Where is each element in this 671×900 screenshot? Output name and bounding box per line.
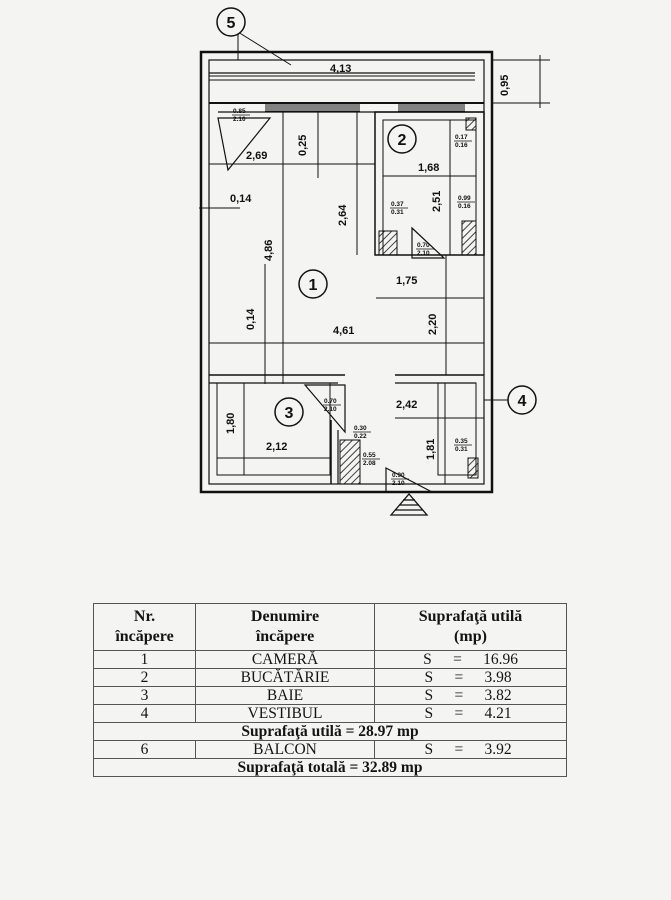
svg-text:4: 4 — [517, 393, 527, 410]
svg-text:0.70: 0.70 — [324, 398, 337, 405]
table-row — [94, 687, 567, 705]
room-area-table — [93, 603, 567, 777]
dim-room1-depth-264: 2,64 — [337, 204, 349, 226]
dim-hall-width: 2,42 — [396, 399, 418, 411]
dim-hall-depth: 1,81 — [425, 438, 437, 460]
dim-room1-top-width: 2,69 — [246, 150, 268, 162]
dim-kitchen-width: 1,68 — [418, 162, 440, 174]
table-header-row — [94, 604, 567, 651]
marker-4 — [508, 386, 536, 414]
svg-text:1: 1 — [308, 277, 318, 294]
dim-room1-depth-220: 2,20 — [427, 313, 439, 335]
header-room-name: Denumire încăpere — [196, 604, 375, 651]
header-useful-area: Suprafaţă utilă (mp) — [375, 604, 567, 651]
room-number: 2 — [94, 669, 196, 687]
marker-3 — [275, 398, 303, 426]
table-row — [94, 741, 567, 759]
svg-text:0.37: 0.37 — [391, 201, 404, 208]
room-number: 1 — [94, 651, 196, 669]
grand-total-row — [94, 759, 567, 777]
useful-total: Suprafaţă utilă = 28.97 mp — [94, 723, 567, 741]
dim-wall-014-top: 0,14 — [230, 193, 252, 205]
svg-text:0.70: 0.70 — [417, 242, 430, 249]
svg-text:2.10: 2.10 — [417, 250, 430, 257]
room-number: 4 — [94, 705, 196, 723]
dim-kitchen-depth: 2,51 — [431, 190, 443, 212]
marker-1 — [299, 270, 327, 298]
dim-bath-width: 2,12 — [266, 441, 288, 453]
dimension-lines — [199, 30, 550, 484]
dim-room1-width: 4,61 — [333, 325, 355, 337]
opening-label — [454, 134, 472, 149]
table-row — [94, 651, 567, 669]
svg-text:0.85: 0.85 — [233, 108, 246, 115]
svg-text:0.16: 0.16 — [455, 142, 468, 149]
svg-text:2.10: 2.10 — [233, 116, 246, 123]
useful-total-row — [94, 723, 567, 741]
marker-2 — [388, 125, 416, 153]
room-name: CAMERĂ — [196, 651, 375, 669]
room-name: VESTIBUL — [196, 705, 375, 723]
svg-text:0.31: 0.31 — [455, 446, 468, 453]
inner-wall-outline — [209, 60, 484, 484]
svg-text:0.31: 0.31 — [391, 209, 404, 216]
stair-icon — [391, 494, 427, 515]
room-area: S = 3.92 — [375, 741, 567, 759]
svg-text:0.90: 0.90 — [392, 472, 405, 479]
svg-text:5: 5 — [226, 15, 236, 32]
windows — [265, 103, 465, 111]
opening-label — [323, 398, 341, 413]
dim-wall-025: 0,25 — [297, 134, 309, 156]
opening-label — [457, 195, 475, 210]
svg-text:0.55: 0.55 — [363, 452, 376, 459]
room-number: 3 — [94, 687, 196, 705]
svg-text:0.17: 0.17 — [455, 134, 468, 141]
dim-room1-height: 4,86 — [263, 239, 275, 261]
table-row — [94, 669, 567, 687]
svg-text:2.08: 2.08 — [363, 460, 376, 467]
room-area: S = 3.82 — [375, 687, 567, 705]
opening-label — [353, 425, 371, 440]
dim-bath-height: 1,80 — [225, 412, 237, 434]
svg-text:3: 3 — [284, 405, 294, 422]
room-name: BUCĂTĂRIE — [196, 669, 375, 687]
dim-wall-014-bottom: 0,14 — [245, 308, 257, 330]
room-area: S = 16.96 — [375, 651, 567, 669]
svg-text:2: 2 — [397, 132, 407, 149]
room-area: S = 3.98 — [375, 669, 567, 687]
room-name: BALCON — [196, 741, 375, 759]
table-row — [94, 705, 567, 723]
svg-text:0.99: 0.99 — [458, 195, 471, 202]
svg-text:0.22: 0.22 — [354, 433, 367, 440]
svg-text:0.16: 0.16 — [458, 203, 471, 210]
svg-text:2.10: 2.10 — [324, 406, 337, 413]
dim-balcony-width: 4,13 — [330, 63, 352, 75]
room-area: S = 4.21 — [375, 705, 567, 723]
room-name: BAIE — [196, 687, 375, 705]
opening-label — [362, 452, 380, 467]
balcony-door — [218, 118, 270, 170]
room-number: 6 — [94, 741, 196, 759]
svg-text:0.30: 0.30 — [354, 425, 367, 432]
opening-label — [391, 472, 409, 487]
marker-5 — [217, 8, 245, 36]
opening-label — [232, 108, 250, 123]
dim-balcony-depth: 0,95 — [499, 74, 511, 96]
dim-room1-width-175: 1,75 — [396, 275, 418, 287]
svg-text:2.10: 2.10 — [392, 480, 405, 487]
header-room-number: Nr. încăpere — [94, 604, 196, 651]
svg-text:0.35: 0.35 — [455, 438, 468, 445]
grand-total: Suprafaţă totală = 32.89 mp — [94, 759, 567, 777]
opening-label — [454, 438, 472, 453]
opening-label — [390, 201, 408, 216]
